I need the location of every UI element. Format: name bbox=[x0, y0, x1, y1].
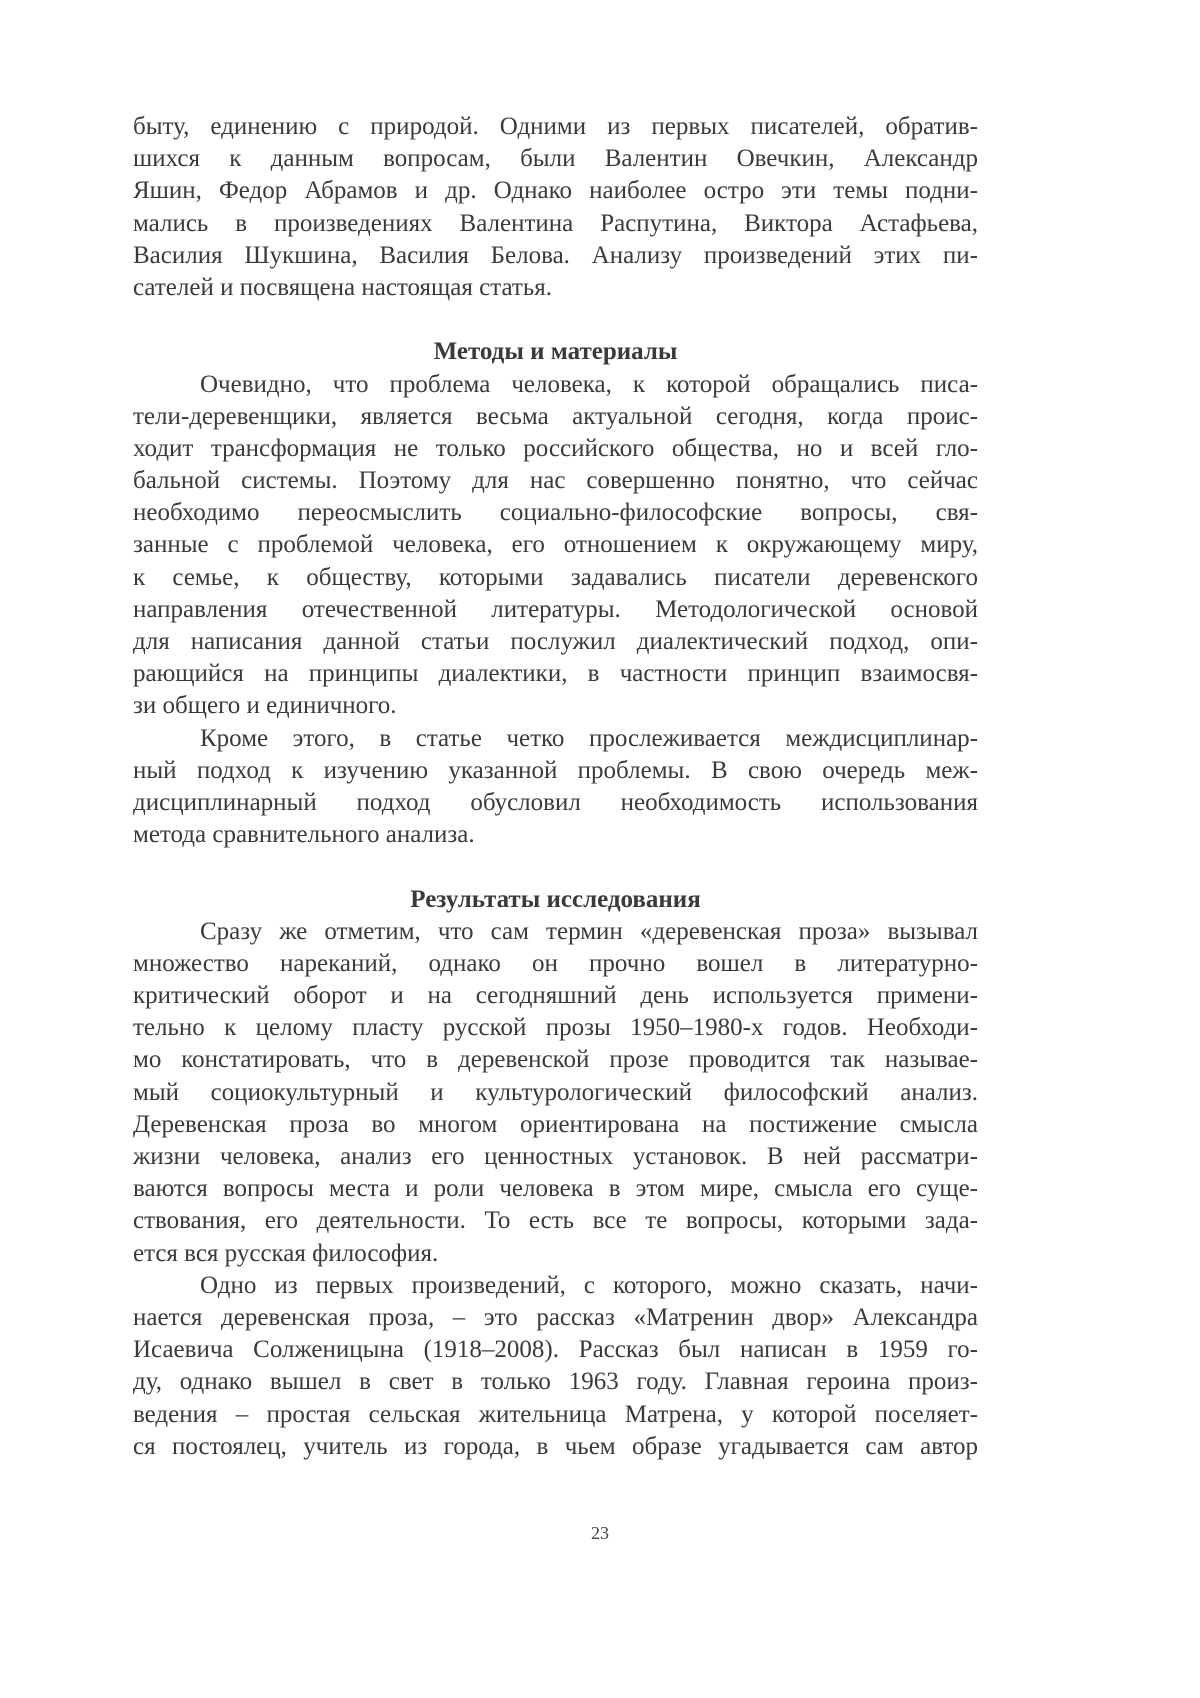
text-line: рающийся на принципы диалектики, в частности принцип взаимосвя- bbox=[133, 658, 978, 690]
text-line: Одно из первых произведений, с которого, можно сказать, начи- bbox=[133, 1270, 978, 1302]
text-line: мый социокультурный и культурологический философский анализ. bbox=[133, 1077, 978, 1109]
text-line: Василия Шукшина, Василия Белова. Анализу произведений этих пи- bbox=[133, 240, 978, 272]
text-line: к семье, к обществу, которыми задавались писатели деревенского bbox=[133, 562, 978, 594]
text-line: Очевидно, что проблема человека, к которой обращались писа- bbox=[133, 369, 978, 401]
text-line: тельно к целому пласту русской прозы 1950–1980-х годов. Необходи- bbox=[133, 1012, 978, 1044]
text-line: жизни человека, анализ его ценностных установок. В ней рассматри- bbox=[133, 1141, 978, 1173]
text-line: направления отечественной литературы. Методологической основой bbox=[133, 594, 978, 626]
paragraph bbox=[133, 111, 978, 304]
paragraph bbox=[133, 916, 978, 1270]
text-line: критический оборот и на сегодняшний день используется примени- bbox=[133, 980, 978, 1012]
text-line: ный подход к изучению указанной проблемы. В свою очередь меж- bbox=[133, 755, 978, 787]
section-heading: Методы и материалы bbox=[133, 336, 978, 368]
paragraph bbox=[133, 369, 978, 723]
document-page bbox=[133, 111, 978, 1463]
text-line: множество нареканий, однако он прочно вошел в литературно- bbox=[133, 948, 978, 980]
text-line: ваются вопросы места и роли человека в этом мире, смысла его суще- bbox=[133, 1173, 978, 1205]
text-line: сателей и посвящена настоящая статья. bbox=[133, 272, 978, 304]
text-line: ходит трансформация не только российского общества, но и всей гло- bbox=[133, 433, 978, 465]
blank-line bbox=[133, 851, 978, 883]
text-line: нается деревенская проза, – это рассказ «Матренин двор» Александра bbox=[133, 1302, 978, 1334]
paragraph bbox=[133, 723, 978, 852]
page-number: 23 bbox=[0, 1523, 1200, 1544]
text-line: мо констатировать, что в деревенской прозе проводится так называе- bbox=[133, 1044, 978, 1076]
text-line: ведения – простая сельская жительница Матрена, у которой поселяет- bbox=[133, 1399, 978, 1431]
text-line: ся постоялец, учитель из города, в чьем образе угадывается сам автор bbox=[133, 1431, 978, 1463]
text-line: ется вся русская философия. bbox=[133, 1238, 978, 1270]
text-line: Кроме этого, в статье четко прослеживается междисциплинар- bbox=[133, 723, 978, 755]
text-line: ствования, его деятельности. То есть все те вопросы, которыми зада- bbox=[133, 1205, 978, 1237]
text-line: дисциплинарный подход обусловил необходимость использования bbox=[133, 787, 978, 819]
section-heading: Результаты исследования bbox=[133, 884, 978, 916]
text-line: шихся к данным вопросам, были Валентин Овечкин, Александр bbox=[133, 143, 978, 175]
blank-line bbox=[133, 304, 978, 336]
text-line: ду, однако вышел в свет в только 1963 году. Главная героина произ- bbox=[133, 1366, 978, 1398]
text-line: быту, единению с природой. Одними из первых писателей, обратив- bbox=[133, 111, 978, 143]
text-line: занные с проблемой человека, его отношением к окружающему миру, bbox=[133, 529, 978, 561]
text-line: Яшин, Федор Абрамов и др. Однако наиболее остро эти темы подни- bbox=[133, 175, 978, 207]
text-line: зи общего и единичного. bbox=[133, 690, 978, 722]
text-line: тели-деревенщики, является весьма актуальной сегодня, когда проис- bbox=[133, 401, 978, 433]
text-line: бальной системы. Поэтому для нас совершенно понятно, что сейчас bbox=[133, 465, 978, 497]
text-line: мались в произведениях Валентина Распутина, Виктора Астафьева, bbox=[133, 208, 978, 240]
text-line: для написания данной статьи послужил диалектический подход, опи- bbox=[133, 626, 978, 658]
text-line: Сразу же отметим, что сам термин «деревенская проза» вызывал bbox=[133, 916, 978, 948]
text-line: Исаевича Солженицына (1918–2008). Рассказ был написан в 1959 го- bbox=[133, 1334, 978, 1366]
text-line: Деревенская проза во многом ориентирована на постижение смысла bbox=[133, 1109, 978, 1141]
text-line: метода сравнительного анализа. bbox=[133, 819, 978, 851]
text-line: необходимо переосмыслить социально-философские вопросы, свя- bbox=[133, 497, 978, 529]
paragraph bbox=[133, 1270, 978, 1463]
